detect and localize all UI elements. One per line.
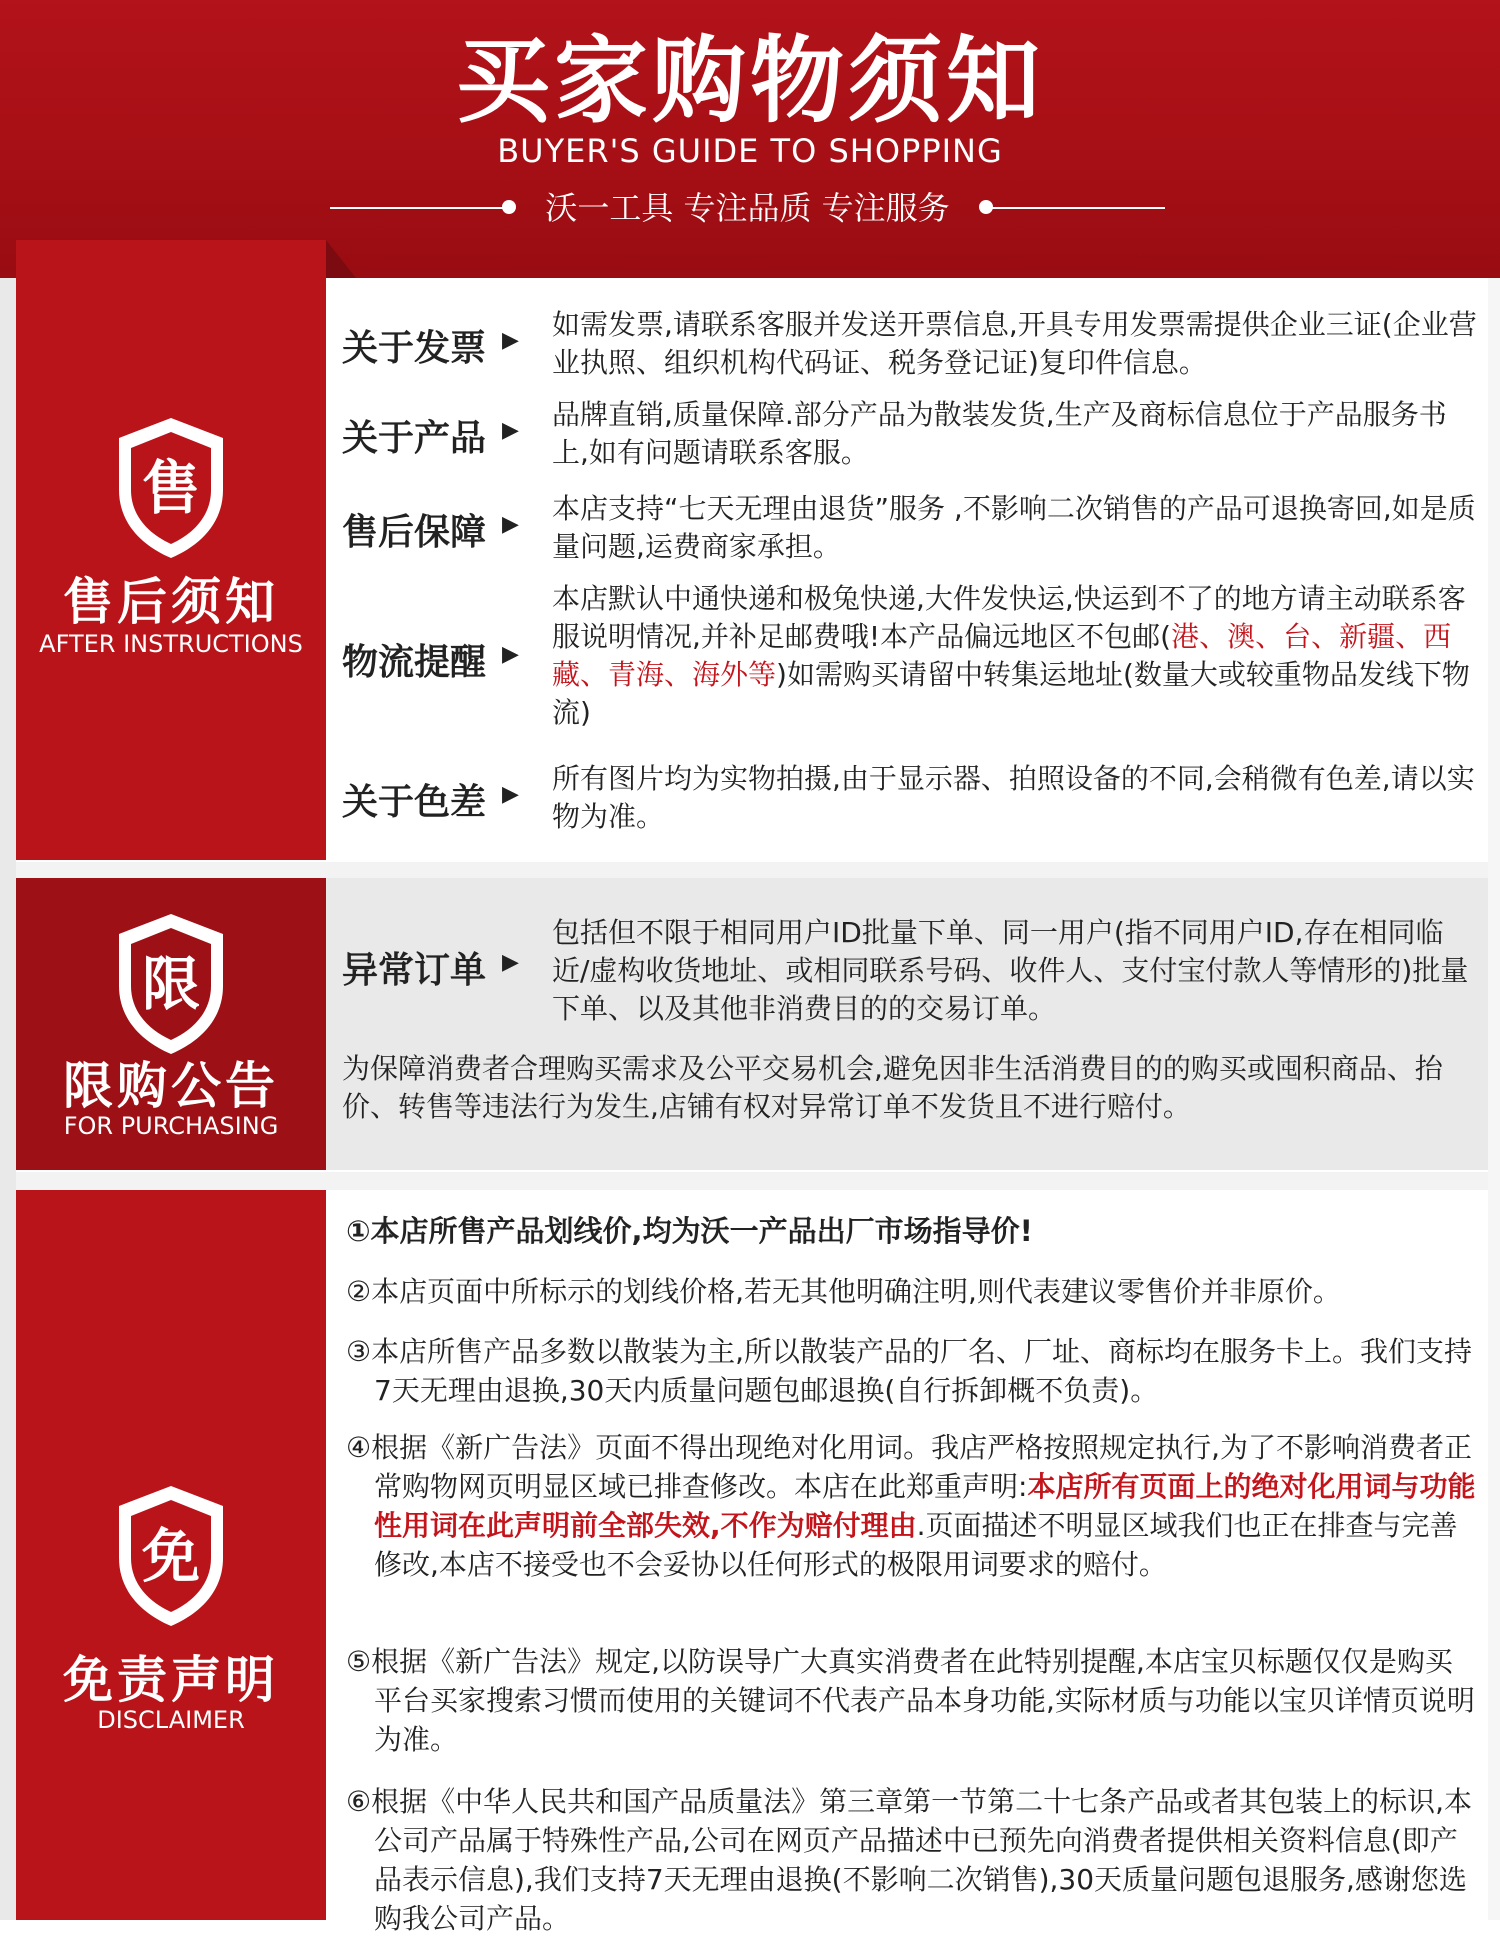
info-row-logistics [342,580,1478,740]
frame-edge-right [1488,278,1500,1920]
info-row-guarantee [342,486,1478,566]
badge-char-disclaimer: 免 [141,1522,201,1590]
purchase-limit-subtitle: FOR PURCHASING [63,1112,279,1140]
info-row-invoice [342,306,1478,386]
arrow-right-icon: ▶ [502,328,519,353]
shield-icon [111,1480,231,1630]
desc-logistics-a: 本店默认中通快递和极兔快递,大件发快运,快运到不了的地方请主动联系客服说明情况,并补足邮费哦!本产品偏远地区不包邮( [552,582,1466,653]
page-title: 买家购物须知 [455,27,1044,136]
after-sales-sidebar [16,240,326,860]
header-banner [0,0,1500,278]
label-abnormal-order: 异常订单 [342,950,487,991]
disclaimer-item-4 [346,1428,1478,1584]
arrow-right-icon: ▶ [502,418,519,443]
page-subtitle: BUYER'S GUIDE TO SHOPPING [497,132,1003,170]
desc-abnormal-order: 包括但不限于相同用户ID批量下单、同一用户(指不同用户ID,存在相同临近/虚构收货地址、或相同联系号码、收件人、支付宝付款人等情形的)批量下单、以及其他非消费目的的交易订单。 [552,916,1469,1025]
disclaimer-item-4-a: ④根据《新广告法》页面不得出现绝对化用词。我店严格按照规定执行,为了不影响消费者正常购物网页明显区域已排查修改。本店在此郑重声明: [346,1431,1473,1503]
desc-logistics [552,580,1478,732]
after-sales-title: 售后须知 [63,573,279,631]
frame-edge-left [0,278,16,1920]
label-logistics: 物流提醒 [342,642,487,683]
label-invoice: 关于发票 [342,328,487,369]
arrow-right-icon: ▶ [502,950,519,975]
dot-left-icon [502,200,516,214]
disclaimer-content [326,1190,1488,1935]
arrow-right-icon: ▶ [502,782,519,807]
disclaimer-item-2: ②本店页面中所标示的划线价格,若无其他明确注明,则代表建议零售价并非原价。 [346,1275,1341,1308]
disclaimer-title: 免责声明 [63,1651,279,1709]
purchase-limit-content [326,878,1488,1170]
arrow-right-icon: ▶ [502,642,519,667]
badge-char-after-sales: 售 [141,454,201,522]
tagline: 沃一工具 专注品质 专注服务 [545,189,950,227]
tagline-row [330,186,1165,230]
shield-icon [111,412,231,562]
purchase-limit-sidebar [16,878,326,1170]
divider-right [989,207,1165,209]
label-guarantee: 售后保障 [342,512,487,553]
disclaimer-item-5: ⑤根据《新广告法》规定,以防误导广大真实消费者在此特别提醒,本店宝贝标题仅仅是购买平台买家搜索习惯而使用的关键词不代表产品本身功能,实际材质与功能以宝贝详情页说明为准。 [346,1645,1475,1756]
info-row-product [342,396,1478,476]
disclaimer-item-1: ①本店所售产品划线价,均为沃一产品出厂市场指导价! [346,1214,1033,1248]
desc-product: 品牌直销,质量保障.部分产品为散装发货,生产及商标信息位于产品服务书上,如有问题请联系客服。 [552,398,1447,469]
desc-color: 所有图片均为实物拍摄,由于显示器、拍照设备的不同,会稍微有色差,请以实物为准。 [552,762,1475,833]
label-product: 关于产品 [342,418,487,459]
disclaimer-item-6: ⑥根据《中华人民共和国产品质量法》第三章第一节第二十七条产品或者其包装上的标识,本公司产品属于特殊性产品,公司在网页产品描述中已预先向消费者提供相关资料信息(即产品表示信息),我们支持7天无理由退换(不影响二次销售),30天质量问题包退服务,感谢您选购我公司产品。 [346,1785,1473,1935]
after-sales-subtitle: AFTER INSTRUCTIONS [39,630,303,658]
disclaimer-item-4-red: 本店所有页面上的绝对化用词与功能性用词在此声明前全部失效,不作为赔付理由 [374,1470,1476,1542]
info-row-color [342,760,1478,840]
desc-logistics-red: 港、澳、台、新疆、西藏、青海、海外等 [552,620,1452,691]
info-row-abnormal-order [342,914,1478,1034]
section-divider [16,860,1488,862]
disclaimer-item-3: ③本店所售产品多数以散装为主,所以散装产品的厂名、厂址、商标均在服务卡上。我们支持7天无理由退换,30天内质量问题包邮退换(自行拆卸概不负责)。 [346,1335,1473,1407]
disclaimer-sidebar [16,1190,326,1920]
after-sales-content [326,278,1488,860]
purchase-limit-note: 为保障消费者合理购买需求及公平交易机会,避免因非生活消费目的的购买或囤积商品、抬价、转售等违法行为发生,店铺有权对异常订单不发货且不进行赔付。 [342,1052,1443,1123]
desc-logistics-b: )如需购买请留中转集运地址(数量大或较重物品发线下物流) [552,658,1470,729]
label-color: 关于色差 [342,782,487,823]
desc-invoice: 如需发票,请联系客服并发送开票信息,开具专用发票需提供企业三证(企业营业执照、组织机构代码证、税务登记证)复印件信息。 [552,308,1477,379]
divider-left [330,207,506,209]
disclaimer-subtitle: DISCLAIMER [97,1706,245,1734]
section-divider [16,1170,1488,1172]
desc-guarantee: 本店支持“七天无理由退货”服务 ,不影响二次销售的产品可退换寄回,如是质量问题,运费商家承担。 [552,492,1476,563]
disclaimer-item-4-b: .页面描述不明显区域我们也正在排查与完善修改,本店不接受也不会妥协以任何形式的极限用词要求的赔付。 [374,1509,1458,1581]
ribbon-fold [326,240,356,278]
shield-icon [111,908,231,1058]
badge-char-purchase-limit: 限 [141,950,201,1018]
purchase-limit-title: 限购公告 [63,1057,279,1115]
arrow-right-icon: ▶ [502,512,519,537]
